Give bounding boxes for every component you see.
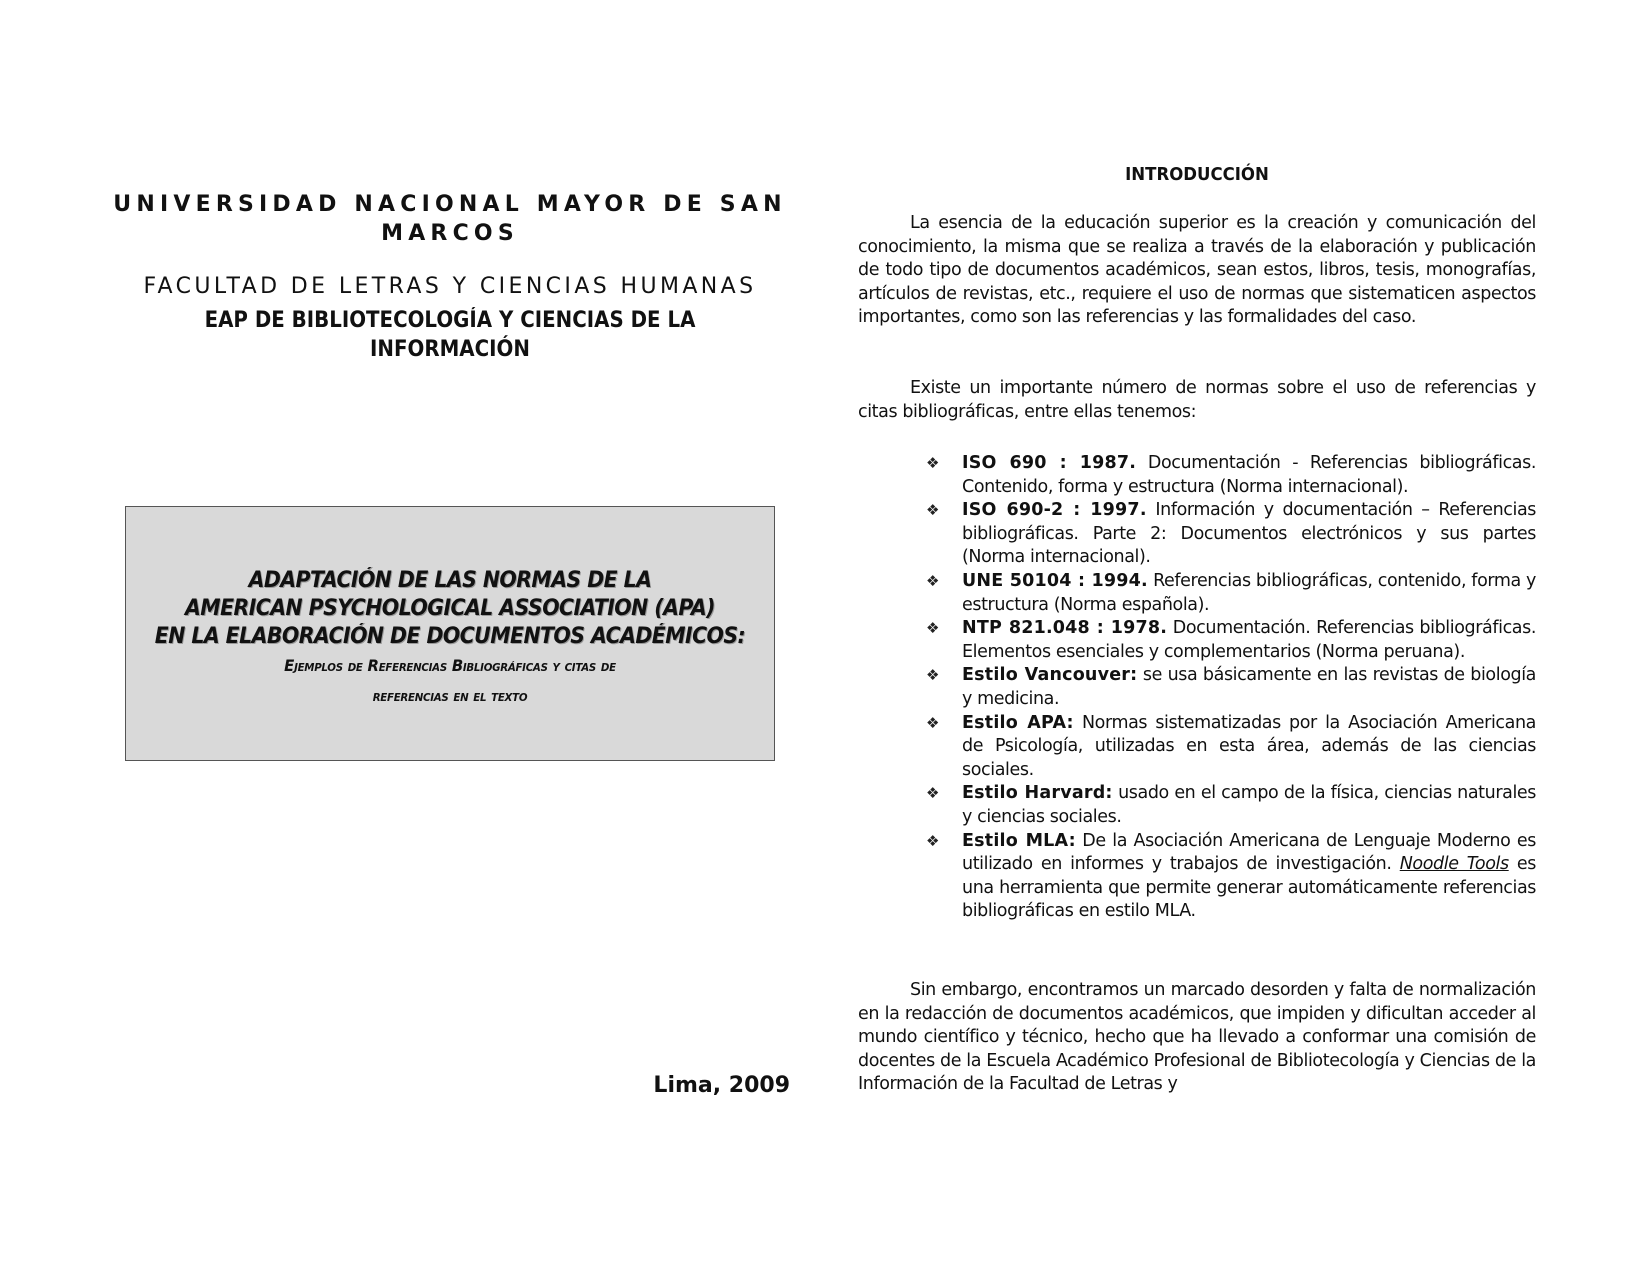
title-line-2: AMERICAN PSYCHOLOGICAL ASSOCIATION (APA)	[185, 596, 715, 621]
university-name-line-2: MARCOS	[381, 221, 519, 246]
norm-description-continued: es una herramienta que permite generar automáticamente referencias bibliográficas en estilo MLA.	[962, 854, 1536, 922]
norm-description: De la Asociación Americana de Lenguaje Moderno es utilizado en informes y trabajos de investigación.	[962, 830, 1536, 875]
school-name	[144, 306, 756, 364]
diamond-bullet-icon: ❖	[926, 454, 940, 472]
title-line-1: ADAPTACIÓN DE LAS NORMAS DE LA	[248, 568, 652, 593]
norm-name: ISO 690-2 : 1997.	[962, 500, 1147, 521]
diamond-bullet-icon: ❖	[926, 619, 940, 638]
university-name-line-1: UNIVERSIDAD NACIONAL MAYOR DE SAN	[113, 192, 787, 217]
norm-description: Referencias bibliográficas, contenido, forma y estructura (Norma española).	[962, 570, 1536, 615]
diamond-bullet-icon: ❖	[926, 571, 940, 590]
document-title	[126, 567, 774, 711]
norm-description: se usa básicamente en las revistas de biología y medicina.	[962, 665, 1537, 709]
norm-name: Estilo Vancouver:	[962, 665, 1138, 686]
title-line-3: EN LA ELABORACIÓN DE DOCUMENTOS ACADÉMICOS:	[154, 624, 746, 649]
diamond-bullet-icon: ❖	[926, 501, 940, 520]
norm-item	[924, 830, 1536, 924]
norm-name: UNE 50104 : 1994.	[962, 570, 1148, 591]
norm-description: Documentación. Referencias bibliográficas. Elementos esenciales y complementarios (Norma peruana).	[962, 618, 1536, 662]
norm-name: NTP 821.048 : 1978.	[962, 618, 1168, 639]
norm-description: Documentación - Referencias bibliográficas. Contenido, forma y estructura (Norma internacional).	[962, 453, 1536, 497]
norm-description: usado en el campo de la física, ciencias naturales y ciencias sociales.	[962, 783, 1537, 827]
norm-name: Estilo Harvard:	[962, 783, 1113, 804]
noodle-tools-link[interactable]: Noodle Tools	[1399, 854, 1509, 875]
introduction-heading: INTRODUCCIÓN	[1125, 164, 1269, 185]
norm-item	[924, 499, 1536, 570]
norm-description: Información y documentación – Referencias bibliográficas. Parte 2: Documentos electrónicos y sus partes (Norma internacional).	[962, 500, 1536, 568]
diamond-bullet-icon: ❖	[926, 831, 940, 850]
norm-item	[924, 664, 1536, 711]
document-title-box	[125, 506, 775, 761]
norm-item	[924, 452, 1536, 499]
diamond-bullet-icon: ❖	[926, 784, 940, 803]
intro-paragraph-1: La esencia de la educación superior es la creación y comunicación del conocimiento, la misma que se realiza a través de la elaboración y publicación de todo tipo de documentos académicos, sean estos, libros, tesis, monografías, artículos de revistas, etc., requiere el uso de normas que sistematicen aspectos importantes, como son las referencias y las formalidades del caso.	[858, 213, 1536, 328]
diamond-bullet-icon: ❖	[926, 666, 940, 685]
subtitle-line-2: referencias en el texto	[372, 686, 528, 705]
school-name-line-1: EAP DE BIBLIOTECOLOGÍA Y CIENCIAS DE LA	[204, 308, 696, 333]
norm-name: Estilo APA:	[962, 712, 1074, 733]
intro-paragraph-3: Sin embargo, encontramos un marcado desorden y falta de normalización en la redacción de documentos académicos, que impiden y dificultan acceder al mundo científico y técnico, hecho que ha llevado a conformar una comisión de docentes de la Escuela Académico Profesional de Bibliotecología y Ciencias de la Información de la Facultad de Letras y	[858, 980, 1536, 1095]
norms-list	[924, 452, 1536, 924]
intro-paragraph-2: Existe un importante número de normas sobre el uso de referencias y citas bibliográficas, entre ellas tenemos:	[858, 378, 1536, 422]
school-name-line-2: INFORMACIÓN	[370, 337, 530, 362]
norm-item	[924, 782, 1536, 829]
norm-name: ISO 690 : 1987.	[962, 453, 1137, 473]
place-and-year: Lima, 2009	[653, 1073, 790, 1098]
norm-item	[924, 617, 1536, 664]
norm-name: Estilo MLA:	[962, 830, 1076, 851]
university-name	[110, 190, 790, 248]
norm-item	[924, 712, 1536, 783]
subtitle-line-1: Ejemplos de Referencias Bibliográficas y citas de	[284, 656, 616, 675]
diamond-bullet-icon: ❖	[926, 713, 940, 732]
faculty-name: FACULTAD DE LETRAS Y CIENCIAS HUMANAS	[143, 274, 757, 299]
norm-item	[924, 570, 1536, 617]
norm-description: Normas sistematizadas por la Asociación Americana de Psicología, utilizadas en esta área, además de las ciencias sociales.	[962, 712, 1536, 780]
